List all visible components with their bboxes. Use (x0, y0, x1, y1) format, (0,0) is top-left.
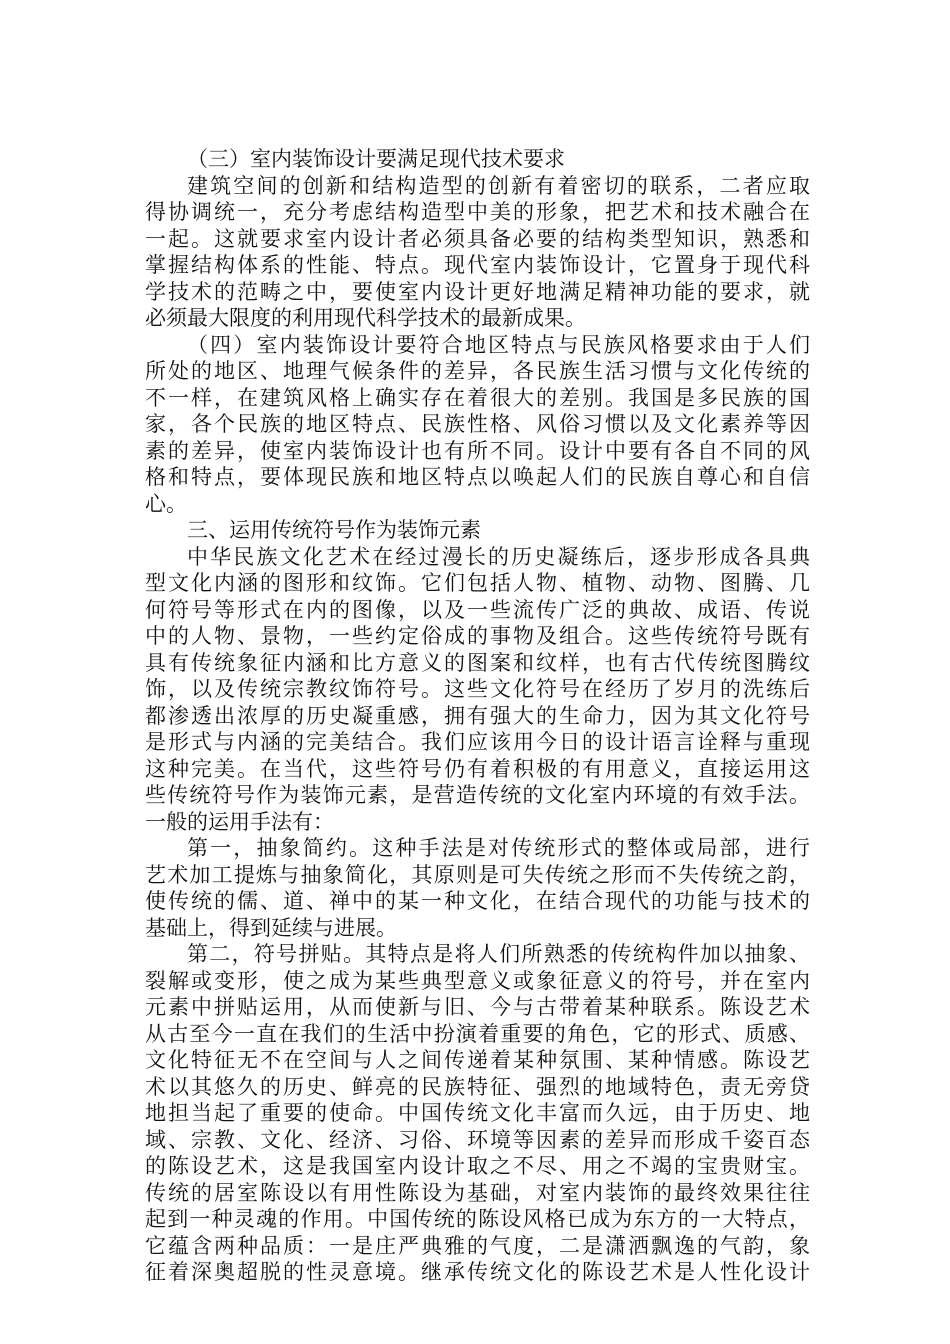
text-line: 学技术的范畴之中，要使室内设计更好地满足精神功能的要求，就 (145, 279, 810, 304)
text-line: （三）室内装饰设计要满足现代技术要求 (187, 147, 565, 171)
text-line: 一起。这就要求室内设计者必须具备必要的结构类型知识，熟悉和 (145, 226, 810, 251)
text-line: 元素中拼贴运用，从而使新与旧、今与古带着某种联系。陈设艺术 (145, 995, 810, 1019)
text-line: 三、运用传统符号作为装饰元素 (187, 518, 481, 542)
text-line: 使传统的儒、道、禅中的某一种文化，在结合现代的功能与技术的 (145, 889, 810, 913)
text-line: 这种完美。在当代，这些符号仍有着积极的有用意义，直接运用这 (145, 756, 810, 781)
text-line: 裂解或变形，使之成为某些典型意义或象征意义的符号，并在室内 (145, 968, 810, 993)
text-line: 素的差异，使室内装饰设计也有所不同。设计中要有各自不同的风 (145, 438, 810, 463)
text-line: 何符号等形式在内的图像，以及一些流传广泛的典故、成语、传说 (145, 597, 810, 622)
text-line: 征着深奥超脱的性灵意境。继承传统文化的陈设艺术是人性化设计 (145, 1260, 810, 1284)
text-line: 饰，以及传统宗教纹饰符号。这些文化符号在经历了岁月的洗练后 (145, 677, 810, 701)
text-line: 传统的居室陈设以有用性陈设为基础，对室内装饰的最终效果往往 (145, 1180, 810, 1205)
text-line: 从古至今一直在我们的生活中扮演着重要的角色，它的形式、质感、 (145, 1021, 810, 1046)
text-line: 文化特征无不在空间与人之间传递着某种氛围、某种情感。陈设艺 (145, 1048, 810, 1072)
text-line: 型文化内涵的图形和纹饰。它们包括人物、植物、动物、图腾、几 (145, 571, 810, 595)
text-line: 家，各个民族的地区特点、民族性格、风俗习惯以及文化素养等因 (145, 412, 810, 436)
text-line: 得协调统一，充分考虑结构造型中美的形象，把艺术和技术融合在 (145, 200, 810, 224)
text-line: 第一，抽象简约。这种手法是对传统形式的整体或局部，进行 (187, 836, 810, 860)
text-line: 所处的地区、地理气候条件的差异，各民族生活习惯与文化传统的 (145, 359, 810, 383)
text-line: （四）室内装饰设计要符合地区特点与民族风格要求由于人们 (187, 332, 810, 357)
text-line: 些传统符号作为装饰元素，是营造传统的文化室内环境的有效手法。 (145, 783, 810, 807)
text-line: 第二，符号拼贴。其特点是将人们所熟悉的传统构件加以抽象、 (187, 942, 810, 966)
text-line: 一般的运用手法有： (145, 809, 334, 834)
text-line: 必须最大限度的利用现代科学技术的最新成果。 (145, 306, 586, 330)
text-line: 的陈设艺术，这是我国室内设计取之不尽、用之不竭的宝贵财宝。 (145, 1154, 810, 1178)
text-line: 术以其悠久的历史、鲜亮的民族特征、强烈的地域特色，责无旁贷 (145, 1074, 810, 1099)
text-line: 域、宗教、文化、经济、习俗、环境等因素的差异而形成千姿百态 (145, 1127, 810, 1152)
text-line: 心。 (145, 491, 187, 516)
text-line: 都渗透出浓厚的历史凝重感，拥有强大的生命力，因为其文化符号 (145, 703, 810, 728)
text-line: 建筑空间的创新和结构造型的创新有着密切的联系，二者应取 (187, 173, 810, 198)
text-line: 起到一种灵魂的作用。中国传统的陈设风格已成为东方的一大特点， (145, 1207, 810, 1231)
text-line: 中华民族文化艺术在经过漫长的历史凝练后，逐步形成各具典 (187, 544, 810, 569)
text-line: 掌握结构体系的性能、特点。现代室内装饰设计，它置身于现代科 (145, 253, 810, 277)
text-line: 是形式与内涵的完美结合。我们应该用今日的设计语言诠释与重现 (145, 730, 810, 754)
text-line: 中的人物、景物，一些约定俗成的事物及组合。这些传统符号既有 (145, 624, 810, 648)
text-line: 地担当起了重要的使命。中国传统文化丰富而久远，由于历史、地 (145, 1101, 810, 1125)
document-body (145, 146, 810, 1286)
text-line: 格和特点，要体现民族和地区特点以唤起人们的民族自尊心和自信 (145, 465, 810, 489)
text-line: 它蕴含两种品质：一是庄严典雅的气度，二是潇洒飘逸的气韵，象 (145, 1233, 810, 1258)
text-line: 艺术加工提炼与抽象简化，其原则是可失传统之形而不失传统之韵， (145, 862, 810, 887)
text-line: 基础上，得到延续与进展。 (145, 915, 397, 940)
text-line: 不一样，在建筑风格上确实存在着很大的差别。我国是多民族的国 (145, 385, 810, 410)
text-line: 具有传统象征内涵和比方意义的图案和纹样，也有古代传统图腾纹 (145, 650, 810, 675)
